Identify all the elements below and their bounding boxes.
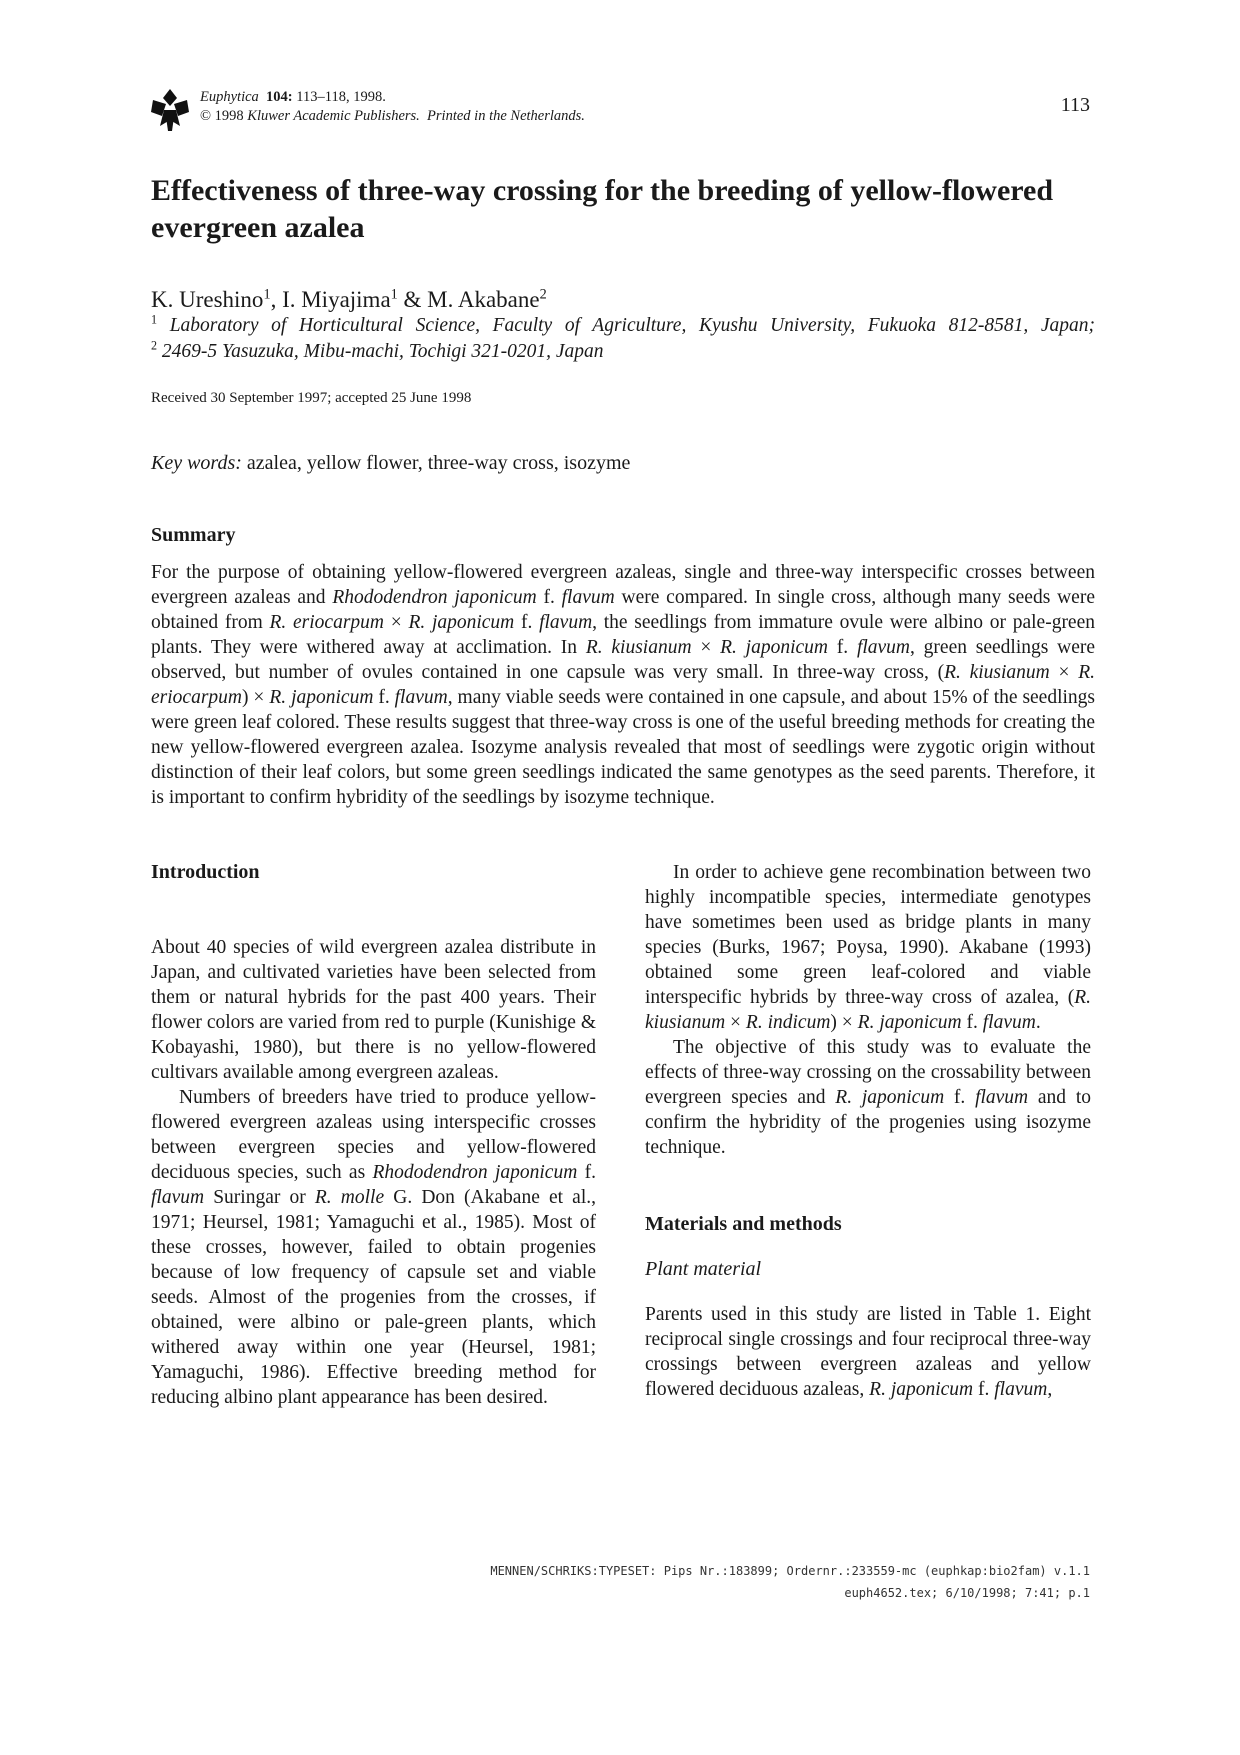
affiliation-text: Laboratory of Horticultural Science, Faculty of Agriculture, Kyushu University, Fukuoka 812-8581, Japan; bbox=[169, 315, 1096, 336]
methods-heading: Materials and methods bbox=[645, 1213, 842, 1235]
text-run: f. bbox=[536, 587, 562, 608]
text-run: f. bbox=[944, 1087, 976, 1108]
text-run: f. bbox=[577, 1162, 596, 1183]
text-run: The objective of this study was to evaluate the effects of three-way crossing on the crossability between evergreen species and bbox=[645, 1037, 1091, 1108]
journal-header bbox=[200, 88, 760, 126]
printed-location: Printed in the Netherlands. bbox=[427, 108, 585, 124]
author-name: K. Ureshino bbox=[151, 287, 264, 312]
text-run: . bbox=[1035, 1012, 1041, 1033]
italic-term: R. eriocarpum bbox=[151, 662, 1095, 708]
italic-term: Rhododendron japonicum bbox=[372, 1162, 578, 1183]
author-affiliation-mark: 1 bbox=[390, 286, 398, 303]
italic-term: flavum bbox=[151, 1187, 205, 1208]
affiliation-line bbox=[151, 339, 1095, 365]
italic-term: Rhododendron japonicum bbox=[332, 587, 537, 608]
journal-volume: 104: bbox=[266, 89, 293, 105]
text-run: Parents used in this study are listed in Table 1. Eight reciprocal single crossings and four reciprocal three-way crossings between evergreen azaleas and yellow flowered deciduous azaleas, bbox=[645, 1304, 1091, 1400]
italic-term: R. indicum bbox=[745, 1012, 831, 1033]
italic-term: R. kiusianum bbox=[944, 662, 1050, 683]
author-separator: , bbox=[270, 287, 283, 312]
text-run: f. bbox=[373, 687, 395, 708]
summary-paragraph bbox=[151, 560, 1095, 810]
footer-line-1: MENNEN/SCHRIKS:TYPESET: Pips Nr.:183899; Ordernr.:233559-mc (euphkap:bio2fam) v.1.1 bbox=[490, 1564, 1090, 1578]
italic-term: R. kiusianum bbox=[645, 987, 1091, 1033]
text-run: In order to achieve gene recombination between two highly incompatible species, intermediate genotypes have sometimes been used as bridge plants in many species (Burks, 1967; Poysa, 1990). Akabane (1993) obtained some green leaf-colored and viable interspecific hybrids by three-way cross of azalea, ( bbox=[645, 862, 1091, 1008]
author-affiliation-mark: 1 bbox=[263, 286, 271, 303]
text-run: , bbox=[1047, 1379, 1053, 1400]
italic-term: R. japonicum bbox=[869, 1379, 974, 1400]
text-run: , green seedlings were observed, but number of ovules contained in one capsule was very small. In three-way cross, ( bbox=[151, 637, 1095, 683]
text-run: were compared. In single cross, although many seeds were obtained from bbox=[151, 587, 1095, 633]
keywords-text: azalea, yellow flower, three-way cross, isozyme bbox=[246, 452, 631, 474]
publisher: Kluwer Academic Publishers. bbox=[247, 108, 420, 124]
italic-term: R. japonicum bbox=[720, 637, 828, 658]
text-run: and to confirm the hybridity of the progenies using isozyme technique. bbox=[645, 1087, 1091, 1158]
italic-term: R. japonicum bbox=[269, 687, 374, 708]
italic-term: flavum bbox=[994, 1379, 1048, 1400]
text-run: × bbox=[1049, 662, 1079, 683]
text-run: f. bbox=[973, 1379, 995, 1400]
text-run: , many viable seeds were contained in one capsule, and about 15% of the seedlings were green leaf colored. These results suggest that three-way cross is one of the useful breeding methods for creating the new yellow-flowered evergreen azalea. Isozyme analysis revealed that most of seedlings were zygotic origin without distinction of their leaf colors, but some green seedlings indicated the same genotypes as the seed parents. Therefore, it is important to confirm hybridity of the seedlings by isozyme technique. bbox=[151, 687, 1096, 808]
text-run: For the purpose of obtaining yellow-flowered evergreen azaleas, single and three-way interspecific crosses between evergreen azaleas and bbox=[151, 562, 1095, 608]
intro-paragraph-4 bbox=[645, 1035, 1091, 1160]
text-run: , the seedlings from immature ovule were albino or pale-green plants. They were withered away at acclimation. In bbox=[151, 612, 1095, 658]
intro-paragraph-3 bbox=[645, 860, 1091, 1035]
author-separator: & bbox=[397, 287, 428, 312]
italic-term: flavum bbox=[856, 637, 911, 658]
left-column bbox=[151, 860, 596, 1410]
italic-term: R. japonicum bbox=[408, 612, 515, 633]
article-title: Effectiveness of three-way crossing for the breeding of yellow-flowered evergreen azalea bbox=[151, 174, 1054, 244]
affiliation-text: 2469-5 Yasuzuka, Mibu-machi, Tochigi 321-0201, Japan bbox=[161, 341, 604, 362]
affiliations bbox=[151, 313, 1095, 365]
intro-paragraph-2 bbox=[151, 1085, 596, 1410]
italic-term: R. kiusianum bbox=[585, 637, 692, 658]
italic-term: flavum bbox=[539, 612, 593, 633]
text-run: × bbox=[725, 1012, 746, 1033]
page-number: 113 bbox=[1060, 94, 1090, 116]
copyright: © 1998 bbox=[200, 108, 244, 124]
italic-term: R. japonicum bbox=[857, 1012, 962, 1033]
author-affiliation-mark: 2 bbox=[539, 286, 547, 303]
author-name: M. Akabane bbox=[427, 287, 540, 312]
text-run: ) × bbox=[242, 687, 270, 708]
summary-heading: Summary bbox=[151, 524, 236, 546]
typeset-footer bbox=[400, 1560, 1090, 1604]
affiliation-line bbox=[151, 313, 1095, 339]
affiliation-mark: 1 bbox=[151, 312, 158, 327]
intro-paragraph-1 bbox=[151, 935, 596, 1085]
italic-term: flavum bbox=[975, 1087, 1029, 1108]
author-name: I. Miyajima bbox=[282, 287, 391, 312]
italic-term: R. japonicum bbox=[835, 1087, 945, 1108]
text-run: f. bbox=[828, 637, 857, 658]
text-run: f. bbox=[514, 612, 540, 633]
text-run: Suringar or bbox=[204, 1187, 315, 1208]
text-run: About 40 species of wild evergreen azalea distribute in Japan, and cultivated varieties have been selected from them or natural hybrids for the past 400 years. Their flower colors are varied from red to purple (Kunishige & Kobayashi, 1980), but there is no yellow-flowered cultivars available among evergreen azaleas. bbox=[151, 937, 596, 1083]
italic-term: flavum bbox=[982, 1012, 1036, 1033]
italic-term: R. molle bbox=[314, 1187, 385, 1208]
text-run: G. Don (Akabane et al., 1971; Heursel, 1981; Yamaguchi et al., 1985). Most of these crosses, however, failed to obtain progenies because of low frequency of capsule set and viable seeds. Almost of the progenies from the crosses, if obtained, were albino or pale-green plants, which withered away within one year (Heursel, 1981; Yamaguchi, 1986). Effective breeding method for reducing albino plant appearance has been desired. bbox=[151, 1187, 597, 1408]
text-run: × bbox=[691, 637, 721, 658]
keywords bbox=[151, 450, 1051, 476]
publisher-logo-icon bbox=[150, 86, 190, 132]
footer-line-2: euph4652.tex; 6/10/1998; 7:41; p.1 bbox=[844, 1586, 1090, 1600]
received-dates: Received 30 September 1997; accepted 25 June 1998 bbox=[151, 390, 472, 406]
text-run: Numbers of breeders have tried to produce yellow-flowered evergreen azaleas using interspecific crosses between evergreen species and yellow-flowered deciduous species, such as bbox=[151, 1087, 596, 1183]
right-column bbox=[645, 860, 1091, 1402]
italic-term: R. eriocarpum bbox=[269, 612, 384, 633]
italic-term: flavum bbox=[561, 587, 615, 608]
plant-material-subheading: Plant material bbox=[645, 1258, 762, 1280]
methods-paragraph-1 bbox=[645, 1302, 1091, 1402]
author-list bbox=[151, 285, 1111, 315]
affiliation-mark: 2 bbox=[151, 338, 158, 353]
text-run: ) × bbox=[830, 1012, 858, 1033]
introduction-heading: Introduction bbox=[151, 861, 260, 883]
italic-term: flavum bbox=[394, 687, 448, 708]
text-run: f. bbox=[961, 1012, 983, 1033]
journal-name: Euphytica bbox=[200, 89, 259, 105]
text-run: × bbox=[384, 612, 409, 633]
keywords-label: Key words: bbox=[151, 452, 242, 474]
journal-pages: 113–118, 1998. bbox=[296, 89, 386, 105]
